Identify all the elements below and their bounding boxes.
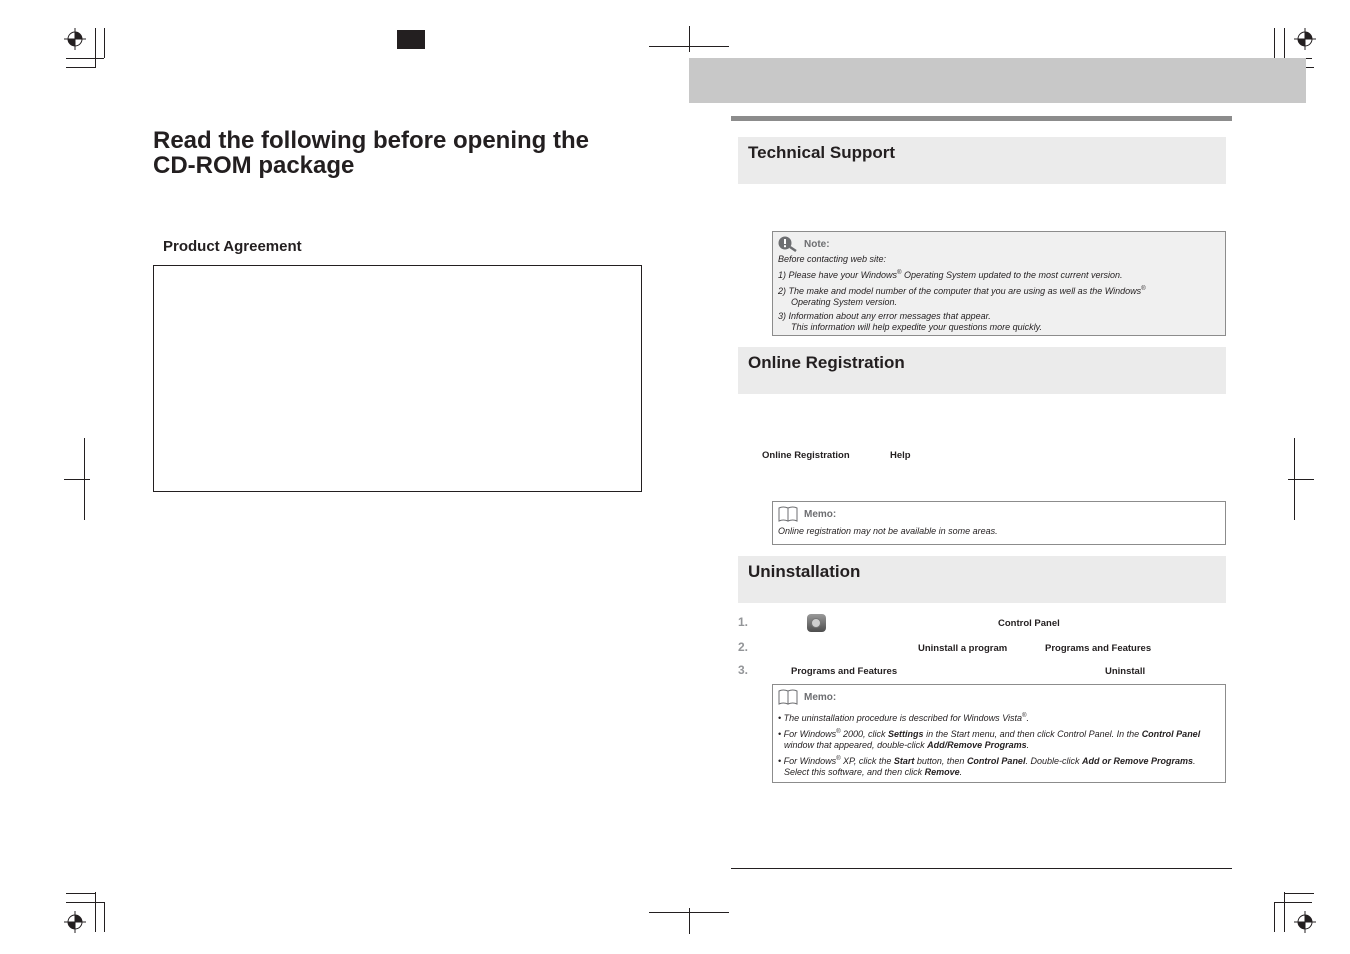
memo-label: Memo: (804, 508, 837, 520)
page-title: Read the following before opening the CD-ROM package (153, 127, 589, 179)
programs-and-features-term: Programs and Features (1045, 643, 1152, 654)
memo-box-registration (772, 501, 1226, 545)
technical-support-heading: Technical Support (748, 143, 896, 162)
registration-mark-icon (1294, 28, 1316, 50)
memo-bullet-2000: • For Windows® 2000, click Settings in the Start menu, and then click Control Panel. In the Control Panel window that appeared, double-click Add/Remove Programs. (778, 729, 1201, 750)
help-term: Help (890, 450, 911, 461)
online-registration-term: Online Registration (762, 450, 850, 461)
registration-mark-icon (64, 911, 86, 933)
memo-book-icon (778, 506, 798, 522)
memo-bullet-xp: • For Windows® XP, click the Start button, then Control Panel. Double-click Add or Remove Programs. Select this software, and then click Remove. (778, 756, 1196, 777)
footer-rule (731, 868, 1232, 869)
section-rule (731, 116, 1232, 121)
uninstallation-section (738, 556, 1226, 603)
registration-mark-icon (1294, 911, 1316, 933)
step-number-2: 2. (738, 640, 749, 654)
product-agreement-box (153, 265, 642, 492)
memo-label: Memo: (804, 691, 837, 703)
control-panel-term: Control Panel (998, 618, 1060, 629)
step-number-1: 1. (738, 615, 749, 629)
product-agreement-heading: Product Agreement (163, 238, 302, 255)
note-item-3: 3) Information about any error messages that appear. This information will help expedite your questions more quickly. (778, 311, 1042, 332)
memo-book-icon (778, 689, 798, 705)
note-item-2: 2) The make and model number of the computer that you are using as well as the Windows® Operating System version. (778, 286, 1146, 307)
header-band (689, 58, 1306, 103)
online-registration-section (738, 347, 1226, 394)
memo-text: Online registration may not be available in some areas. (778, 526, 998, 536)
page-tab-marker (397, 30, 425, 49)
note-intro: Before contacting web site: (778, 254, 887, 264)
uninstall-a-program-term: Uninstall a program (918, 643, 1008, 654)
note-label: Note: (804, 238, 830, 250)
technical-support-section (738, 137, 1226, 184)
note-box (772, 231, 1226, 336)
uninstall-term: Uninstall (1105, 666, 1146, 677)
step-number-3: 3. (738, 663, 749, 677)
online-registration-heading: Online Registration (748, 353, 905, 372)
note-magnifier-icon (778, 236, 798, 252)
memo-box-uninstall (772, 684, 1226, 783)
registration-mark-icon (64, 28, 86, 50)
note-item-1: 1) Please have your Windows® Operating System updated to the most current version. (778, 270, 1123, 280)
uninstallation-heading: Uninstallation (748, 562, 861, 581)
memo-bullet-vista: • The uninstallation procedure is described for Windows Vista®. (778, 713, 1029, 723)
windows-start-icon (807, 614, 826, 632)
programs-and-features-term-2: Programs and Features (791, 666, 898, 677)
